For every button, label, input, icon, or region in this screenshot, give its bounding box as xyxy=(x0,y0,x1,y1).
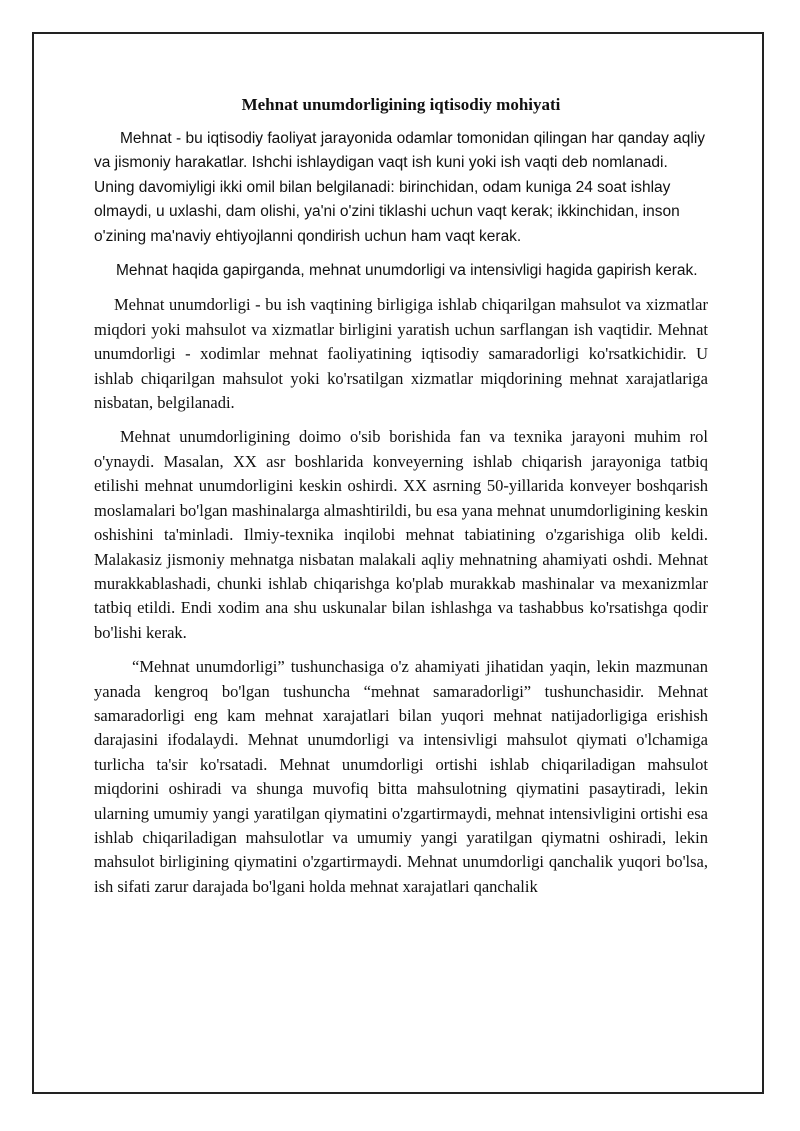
document-body xyxy=(94,93,708,909)
paragraph-3: Mehnat unumdorligi - bu ish vaqtining birligiga ishlab chiqarilgan mahsulot va xizmatlar miqdori yoki mahsulot va xizmatlar birligini yaratish uchun sarflangan ish vaqtidir. Mehnat unumdorligi - xodimlar mehnat faoliyatining iqtisodiy samaradorligi ko'rsatkichidir. U ishlab chiqarilgan mahsulot yoki ko'rsatilgan xizmatlar miqdorining mehnat xarajatlariga nisbatan, belgilanadi. xyxy=(94,295,708,413)
paragraph-5: “Mehnat unumdorligi” tushunchasiga o'z ahamiyati jihatidan yaqin, lekin mazmunan yanada kengroq bo'lgan tushuncha “mehnat samaradorligi” tushunchasidir. Mehnat samaradorligi eng kam mehnat xarajatlari bilan yuqori mehnat natijadorligiga erishish darajasini ifodalaydi. Mehnat unumdorligi va intensivligi mahsulot qiymati o'lchamiga turlicha ta'sir ko'rsatadi. Mehnat unumdorligi ortishi ishlab chiqariladigan mahsulot miqdorini oshiradi va shunga muvofiq bitta mahsulotning qiymatini pasaytiradi, lekin ularning umumiy yangi yaratilgan qiymatini o'zgartirmaydi, mehnat intensivligini ortishi esa ishlab chiqariladigan mahsulotlar va umumiy yangi yaratilgan qiymatni oshiradi, lekin mahsulot birligining qiymatini o'zgartirmaydi. Mehnat unumdorligi qanchalik yuqori bo'lsa, ish sifati zarur darajada bo'lgani holda mehnat xarajatlari qanchalik xyxy=(94,657,708,896)
paragraph-4: Mehnat unumdorligining doimo o'sib borishida fan va texnika jarayoni muhim rol o'ynaydi. Masalan, XX asr boshlarida konveyerning ishlab chiqarish jarayoniga tatbiq etilishi mehnat unumdorligini keskin oshirdi. XX asrning 50-yillarida konveyer boshqarish moslamalari bo'lgan mashinalarga almashtirildi, bu esa yana mehnat unumdorligining keskin oshishini ta'minladi. Ilmiy-texnika inqilobi mehnat tabiatining o'zgarishiga olib keldi. Malakasiz jismoniy mehnatga nisbatan malakali aqliy mehnatning ahamiyati oshdi. Mehnat murakkablashadi, chunki ishlab chiqarishga ko'plab murakkab mashinalar va mexanizmlar tatbiq etildi. Endi xodim ana shu uskunalar bilan ishlashga va tashabbus ko'rsatishga qodir bo'lishi kerak. xyxy=(94,427,708,642)
paragraph-1: Mehnat - bu iqtisodiy faoliyat jarayonida odamlar tomonidan qilingan har qanday aqliy va jismoniy harakatlar. Ishchi ishlaydigan vaqt ish kuni yoki ish vaqti deb nomlanadi. Uning davomiyligi ikki omil bilan belgilanadi: birinchidan, odam kuniga 24 soat ishlay olmaydi, u uxlashi, dam olishi, ya'ni o'zini tiklashi uchun vaqt kerak; ikkinchidan, inson o'zining ma'naviy ehtiyojlanni qondirish uchun ham vaqt kerak. xyxy=(94,130,706,245)
paragraph-2: Mehnat haqida gapirganda, mehnat unumdorligi va intensivligi hagida gapirish kerak. xyxy=(116,262,698,280)
document-title: Mehnat unumdorligining iqtisodiy mohiyati xyxy=(241,95,561,114)
